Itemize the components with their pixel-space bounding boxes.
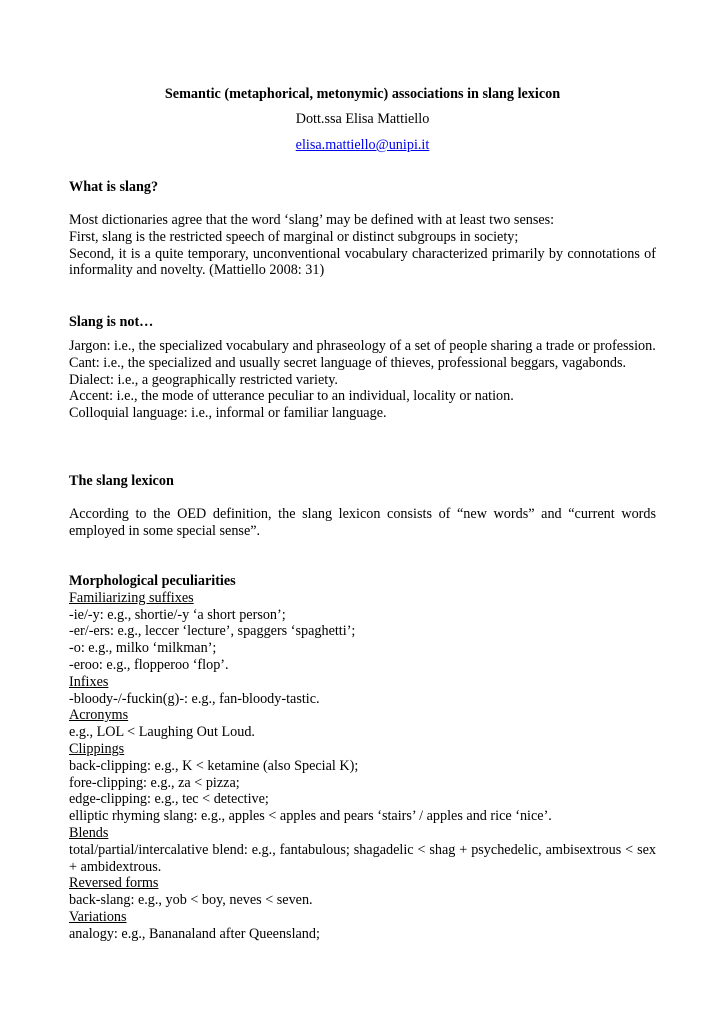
definition-line: Jargon: i.e., the specialized vocabulary and phraseology of a set of people sharing a trade or profession. [69, 338, 656, 354]
section-heading-morphology: Morphological peculiarities [69, 573, 236, 589]
author-name: Dott.ssa Elisa Mattiello [295, 111, 430, 127]
subheading-infixes: Infixes [69, 673, 109, 690]
example-line: back-slang: e.g., yob < boy, neves < seven. [69, 892, 313, 909]
example-line: analogy: e.g., Bananaland after Queensland; [69, 925, 320, 942]
section-heading-slang-lexicon: The slang lexicon [69, 473, 174, 489]
example-line: total/partial/intercalative blend: e.g., fantabulous; shagadelic < shag + psychedelic, ambisextrous < sex + ambidextrous. [69, 841, 656, 875]
subheading-blends: Blends [69, 824, 109, 841]
example-line: back-clipping: e.g., K < ketamine (also Special K); [69, 757, 359, 774]
example-line: -bloody-/-fuckin(g)-: e.g., fan-bloody-tastic. [69, 690, 320, 707]
example-line: e.g., LOL < Laughing Out Loud. [69, 724, 255, 741]
definition-line: Accent: i.e., the mode of utterance peculiar to an individual, locality or nation. [69, 388, 514, 405]
paragraph-line: Second, it is a quite temporary, unconventional vocabulary characterized primarily by connotations of informality and novelty. (Mattiello 2008: 31) [69, 245, 656, 279]
paragraph-line: First, slang is the restricted speech of marginal or distinct subgroups in society; [69, 228, 519, 245]
subheading-clippings: Clippings [69, 740, 125, 757]
section-heading-what-is-slang: What is slang? [69, 179, 159, 195]
example-line: fore-clipping: e.g., za < pizza; [69, 774, 240, 791]
example-line: elliptic rhyming slang: e.g., apples < apples and pears ‘stairs’ / apples and rice ‘nice’. [69, 808, 552, 825]
example-line: -er/-ers: e.g., leccer ‘lecture’, spaggers ‘spaghetti’; [69, 623, 356, 640]
author-email [69, 137, 656, 154]
section-morphology [69, 573, 656, 943]
document-title: Semantic (metaphorical, metonymic) associations in slang lexicon [164, 86, 561, 102]
definition-line: Cant: i.e., the specialized and usually secret language of thieves, professional beggars, vagabonds. [69, 354, 627, 371]
example-line: edge-clipping: e.g., tec < detective; [69, 791, 269, 808]
section-slang-is-not-body [69, 338, 656, 422]
section-heading-slang-is-not: Slang is not… [69, 314, 154, 330]
example-line: -eroo: e.g., flopperoo ‘flop’. [69, 656, 229, 673]
subheading-acronyms: Acronyms [69, 707, 129, 724]
subheading-variations: Variations [69, 908, 127, 925]
subheading-reversed-forms: Reversed forms [69, 875, 159, 892]
paragraph-line: Most dictionaries agree that the word ‘slang’ may be defined with at least two senses: [69, 212, 555, 228]
email-link[interactable]: elisa.mattiello@unipi.it [295, 137, 430, 153]
section-what-is-slang-body [69, 212, 656, 279]
example-line: -ie/-y: e.g., shortie/-y ‘a short person’; [69, 606, 286, 623]
definition-line: Dialect: i.e., a geographically restricted variety. [69, 371, 338, 388]
section-slang-lexicon-body: According to the OED definition, the slang lexicon consists of “new words” and “current words employed in some special sense”. [69, 506, 656, 539]
definition-line: Colloquial language: i.e., informal or familiar language. [69, 405, 387, 422]
subheading-familiarizing-suffixes: Familiarizing suffixes [69, 589, 194, 606]
example-line: -o: e.g., milko ‘milkman’; [69, 640, 217, 657]
